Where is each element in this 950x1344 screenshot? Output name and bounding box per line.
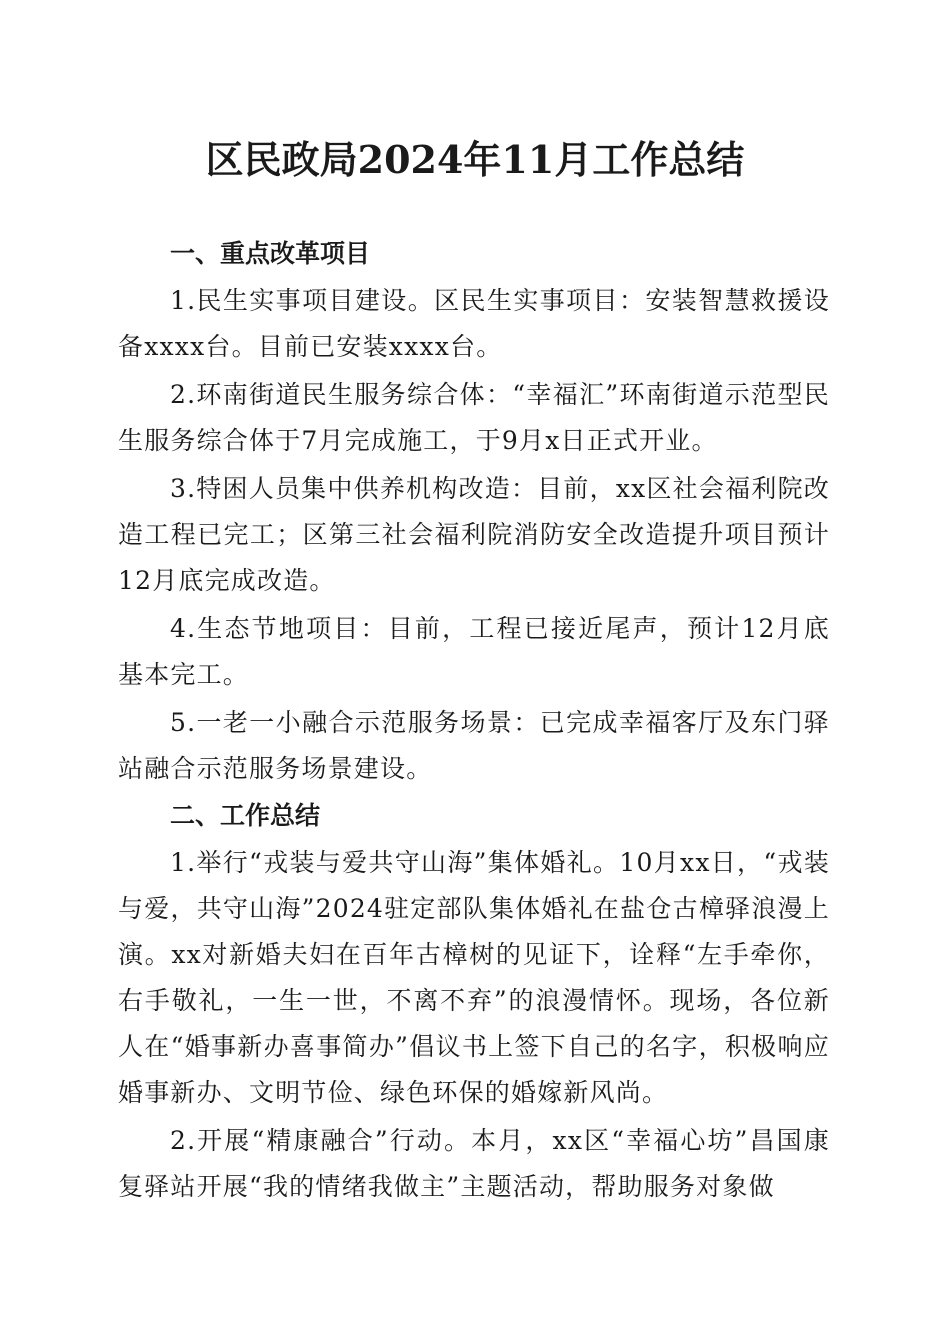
paragraph: 1.举行“戎装与爱共守山海”集体婚礼。10月xx日，“戎装与爱，共守山海”2024驻定部队集体婚礼在盐仓古樟驿浪漫上演。xx对新婚夫妇在百年古樟树的见证下，诠释“左手牵你，右手敬礼，一生一世，不离不弃”的浪漫情怀。现场，各位新人在“婚事新办喜事简办”倡议书上签下自己的名字，积极响应婚事新办、文明节俭、绿色环保的婚嫁新风尚。 — [118, 848, 830, 1107]
paragraph: 3.特困人员集中供养机构改造：目前，xx区社会福利院改造工程已完工；区第三社会福利院消防安全改造提升项目预计12月底完成改造。 — [118, 474, 830, 595]
section-heading: 二、工作总结 — [170, 801, 321, 830]
document-title: 区民政局2024年11月工作总结 — [205, 137, 745, 182]
paragraph: 2.环南街道民生服务综合体：“幸福汇”环南街道示范型民生服务综合体于7月完成施工，于9月x日正式开业。 — [118, 380, 830, 455]
paragraph: 2.开展“精康融合”行动。本月，xx区“幸福心坊”昌国康复驿站开展“我的情绪我做主”主题活动，帮助服务对象做 — [118, 1126, 830, 1201]
paragraph: 5.一老一小融合示范服务场景：已完成幸福客厅及东门驿站融合示范服务场景建设。 — [118, 708, 830, 783]
paragraph: 4.生态节地项目：目前，工程已接近尾声，预计12月底基本完工。 — [118, 614, 830, 689]
paragraph: 1.民生实事项目建设。区民生实事项目：安装智慧救援设备xxxx台。目前已安装xxxx台。 — [118, 286, 830, 361]
document-body — [118, 232, 830, 1212]
section-heading: 一、重点改革项目 — [170, 239, 371, 268]
